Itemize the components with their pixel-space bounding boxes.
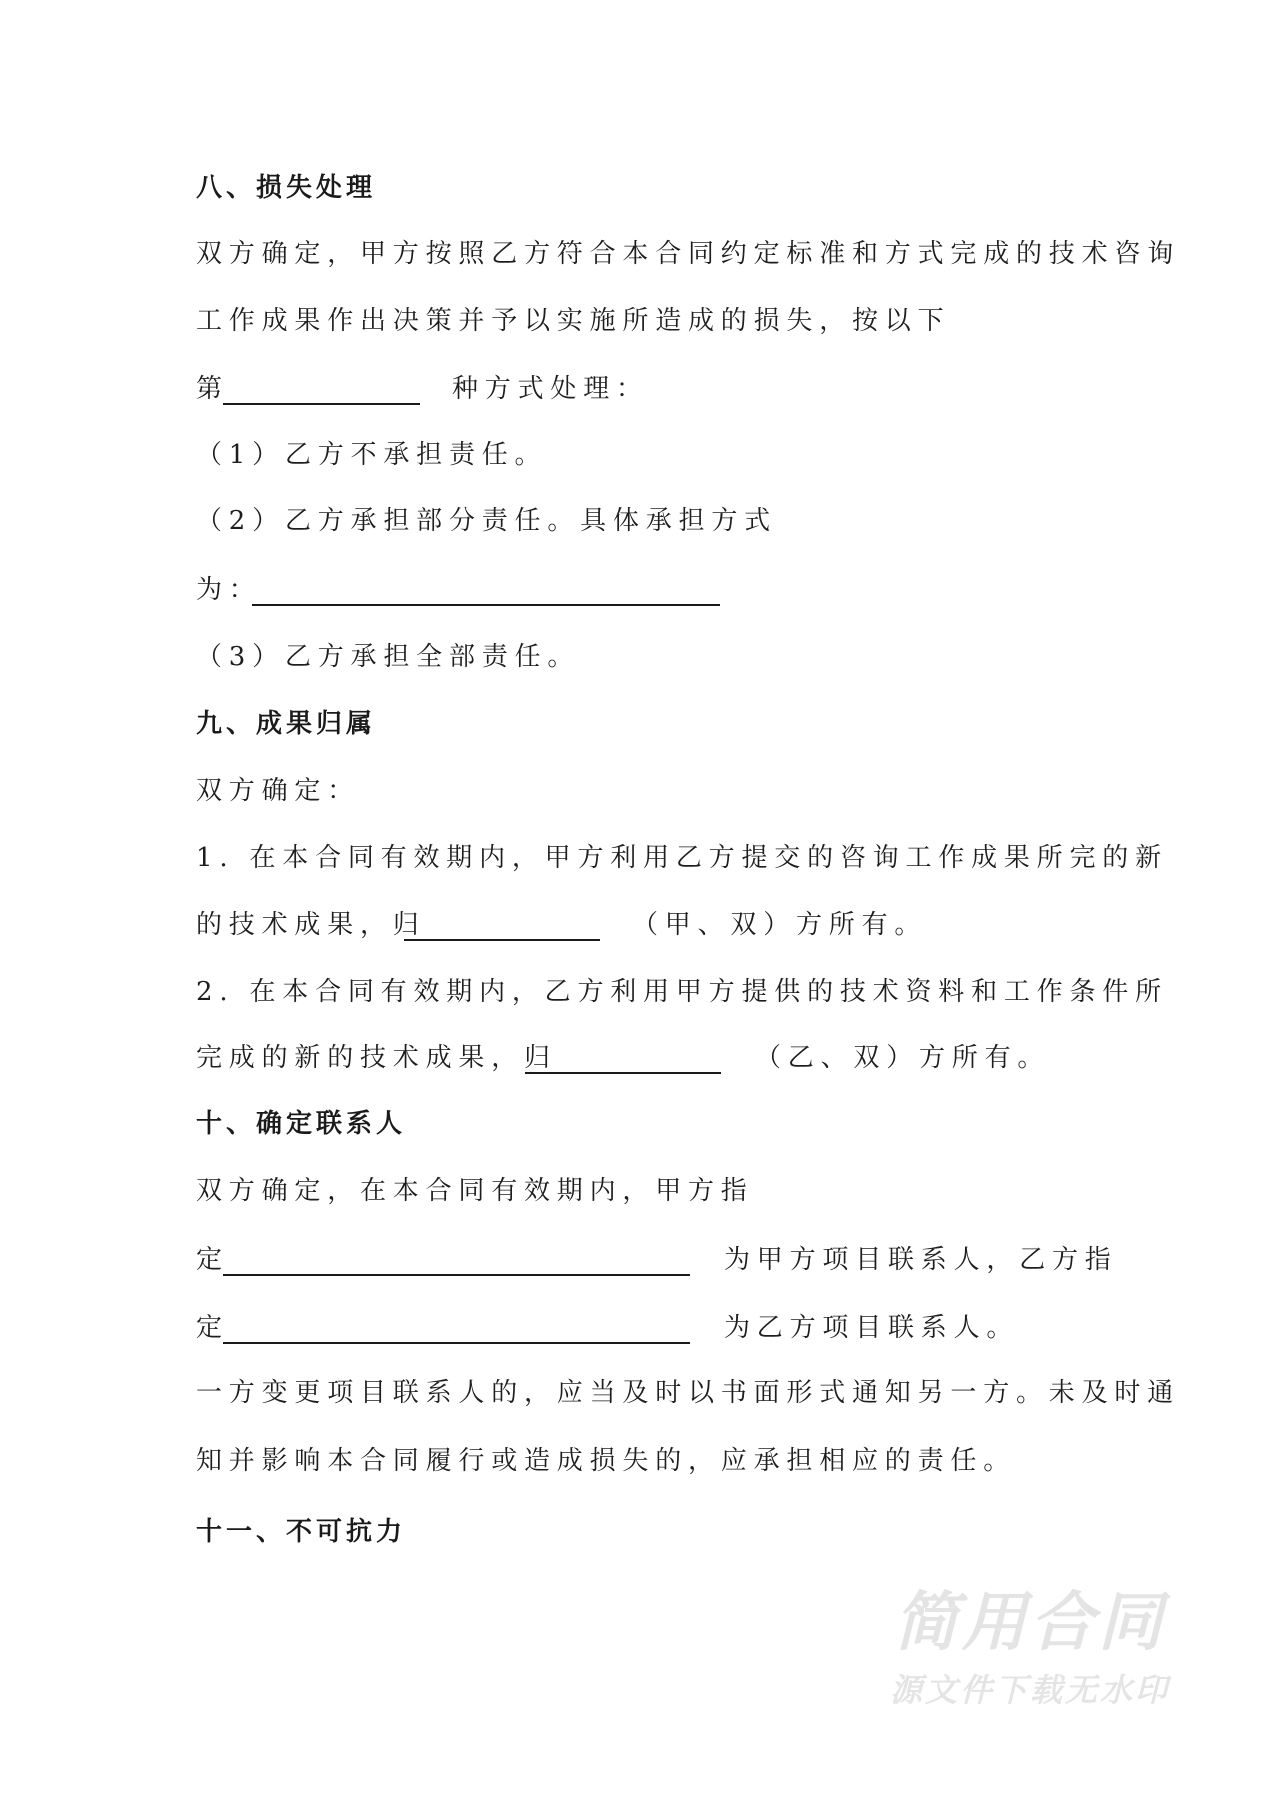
item-1-prefix: 的技术成果，归 (196, 910, 426, 940)
contact-a-suffix: 为甲方项目联系人，乙方指 (724, 1245, 1118, 1275)
contact-b-prefix: 定 (196, 1313, 229, 1343)
section-9-item-1-line-2 (196, 905, 1096, 945)
contact-a-blank[interactable] (223, 1240, 690, 1276)
section-8-paragraph-line-2: 工作成果作出决策并予以实施所造成的损失，按以下 (196, 306, 951, 336)
section-10-notice-line-1: 一方变更项目联系人的，应当及时以书面形式通知另一方。未及时通 (196, 1378, 1181, 1408)
option-2-detail-prefix: 为： (196, 575, 262, 605)
choice-prefix: 第 (196, 374, 229, 404)
section-9-item-2-line-1: 2. 在本合同有效期内，乙方利用甲方提供的技术资料和工作条件所 (196, 977, 1168, 1007)
watermark-tagline: 源文件下载无水印 (889, 1671, 1170, 1709)
item-2-prefix: 完成的新的技术成果，归 (196, 1043, 557, 1073)
section-8-paragraph-line-1: 双方确定，甲方按照乙方符合本合同约定标准和方式完成的技术咨询 (196, 239, 1181, 269)
option-3: （3）乙方承担全部责任。 (196, 642, 581, 672)
option-2-detail-line (196, 570, 1096, 610)
section-10-paragraph-line-1: 双方确定，在本合同有效期内，甲方指 (196, 1176, 754, 1206)
section-10-heading: 十、确定联系人 (196, 1109, 407, 1139)
item-1-owner-blank[interactable] (404, 905, 600, 941)
option-2-detail-blank[interactable] (252, 570, 720, 606)
section-10-notice-line-2: 知并影响本合同履行或造成损失的，应承担相应的责任。 (196, 1446, 1017, 1476)
choice-suffix: 种方式处理： (452, 374, 649, 404)
section-9-item-2-line-2 (196, 1038, 1096, 1078)
section-9-heading: 九、成果归属 (196, 709, 377, 739)
watermark-logo-text: 简用合同 (894, 1586, 1166, 1660)
option-1: （1）乙方不承担责任。 (196, 440, 548, 470)
item-1-suffix: （甲、双）方所有。 (632, 910, 928, 940)
contact-a-prefix: 定 (196, 1245, 229, 1275)
choice-number-blank[interactable] (223, 369, 420, 405)
contact-b-suffix: 为乙方项目联系人。 (724, 1313, 1020, 1343)
section-8-choice-line (196, 369, 1096, 409)
contact-a-line (196, 1240, 1118, 1280)
contact-b-line (196, 1308, 1096, 1348)
item-2-suffix: （乙、双）方所有。 (755, 1043, 1051, 1073)
contact-b-blank[interactable] (223, 1308, 690, 1344)
section-9-item-1-line-1: 1. 在本合同有效期内，甲方利用乙方提交的咨询工作成果所完的新 (196, 843, 1168, 873)
section-9-intro: 双方确定： (196, 776, 361, 806)
section-8-heading: 八、损失处理 (196, 173, 377, 203)
item-2-owner-blank[interactable] (525, 1038, 721, 1074)
section-11-heading: 十一、不可抗力 (196, 1517, 407, 1547)
option-2: （2）乙方承担部分责任。具体承担方式 (196, 506, 777, 536)
